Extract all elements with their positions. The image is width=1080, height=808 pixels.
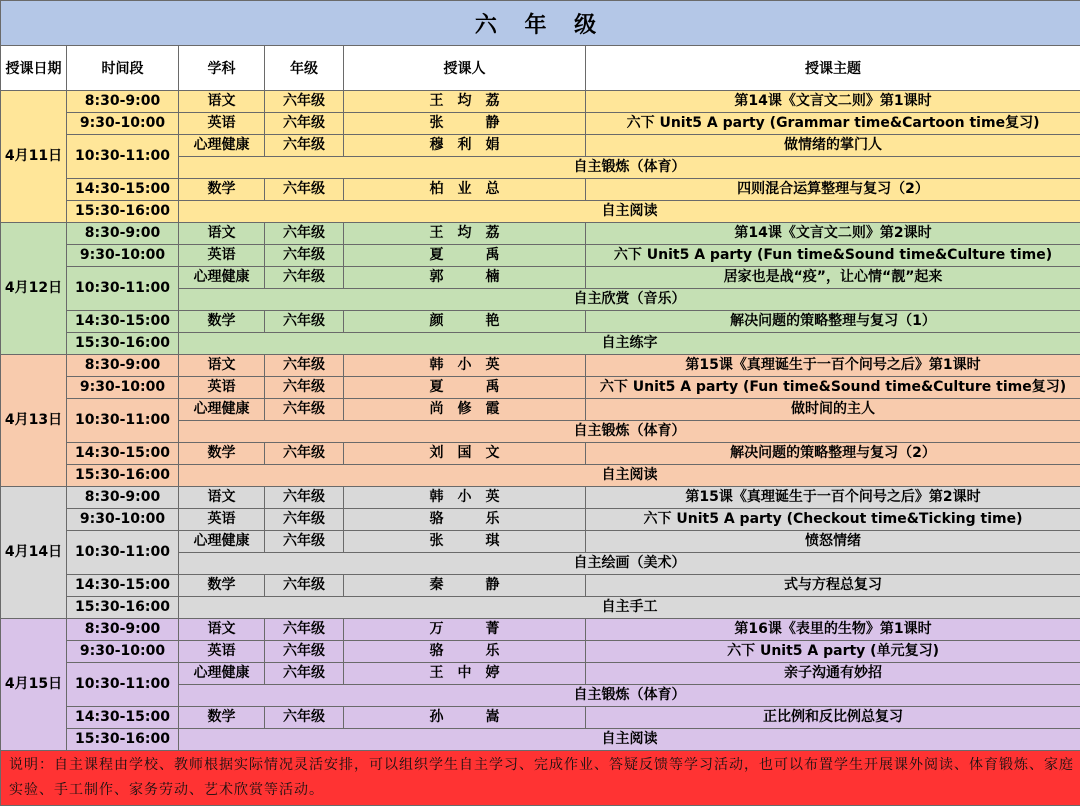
date-cell: 4月13日: [1, 355, 67, 487]
time-cell: 9:30-10:00: [67, 245, 179, 267]
teacher-cell: 秦 静: [344, 575, 586, 597]
teacher-cell: 张 琪: [344, 531, 586, 553]
teacher-cell: 韩 小 英: [344, 355, 586, 377]
topic-cell: 六下 Unit5 A party (Fun time&Sound time&Culture time复习): [586, 377, 1080, 399]
topic-cell: 四则混合运算整理与复习（2）: [586, 179, 1080, 201]
time-cell: 14:30-15:00: [67, 575, 179, 597]
topic-cell: 亲子沟通有妙招: [586, 663, 1080, 685]
header-topic: 授课主题: [586, 46, 1080, 91]
teacher-cell: 张 静: [344, 113, 586, 135]
grade-cell: 六年级: [265, 531, 344, 553]
topic-cell: 第14课《文言文二则》第1课时: [586, 91, 1080, 113]
teacher-cell: 万 菁: [344, 619, 586, 641]
table-title: 六 年 级: [1, 1, 1080, 46]
grade-cell: 六年级: [265, 641, 344, 663]
table-row: [1, 91, 1080, 113]
subject-cell: 数学: [179, 179, 265, 201]
grade-cell: 六年级: [265, 399, 344, 421]
topic-cell: 式与方程总复习: [586, 575, 1080, 597]
grade-cell: 六年级: [265, 355, 344, 377]
table-row: [1, 399, 1080, 421]
subject-cell: 心理健康: [179, 663, 265, 685]
time-cell: 8:30-9:00: [67, 619, 179, 641]
grade-cell: 六年级: [265, 91, 344, 113]
subject-cell: 语文: [179, 619, 265, 641]
time-cell: 9:30-10:00: [67, 509, 179, 531]
time-cell: 9:30-10:00: [67, 641, 179, 663]
grade-cell: 六年级: [265, 113, 344, 135]
self-study-cell: 自主锻炼（体育）: [179, 157, 1080, 179]
grade-cell: 六年级: [265, 663, 344, 685]
time-cell: 14:30-15:00: [67, 179, 179, 201]
table-row: [1, 333, 1080, 355]
subject-cell: 数学: [179, 707, 265, 729]
teacher-cell: 颜 艳: [344, 311, 586, 333]
subject-cell: 语文: [179, 487, 265, 509]
time-cell: 9:30-10:00: [67, 113, 179, 135]
topic-cell: 六下 Unit5 A party (Checkout time&Ticking time): [586, 509, 1080, 531]
table-row: [1, 465, 1080, 487]
subject-cell: 心理健康: [179, 135, 265, 157]
time-cell: 8:30-9:00: [67, 487, 179, 509]
self-study-cell: 自主绘画（美术）: [179, 553, 1080, 575]
note-text: 说明：自主课程由学校、教师根据实际情况灵活安排，可以组织学生自主学习、完成作业、答疑反馈等学习活动，也可以布置学生开展课外阅读、体育锻炼、家庭实验、手工制作、家务劳动、艺术欣赏等活动。: [1, 751, 1080, 806]
topic-cell: 第15课《真理诞生于一百个问号之后》第2课时: [586, 487, 1080, 509]
header-subject: 学科: [179, 46, 265, 91]
time-cell: 15:30-16:00: [67, 201, 179, 223]
table-row: [1, 487, 1080, 509]
time-cell: 8:30-9:00: [67, 91, 179, 113]
topic-cell: 第15课《真理诞生于一百个问号之后》第1课时: [586, 355, 1080, 377]
self-study-cell: 自主手工: [179, 597, 1080, 619]
grade-cell: 六年级: [265, 245, 344, 267]
grade-cell: 六年级: [265, 509, 344, 531]
self-study-cell: 自主练字: [179, 333, 1080, 355]
time-cell: 8:30-9:00: [67, 223, 179, 245]
topic-cell: 解决问题的策略整理与复习（1）: [586, 311, 1080, 333]
header-row: [1, 46, 1080, 91]
table-row: [1, 113, 1080, 135]
subject-cell: 英语: [179, 509, 265, 531]
teacher-cell: 王 中 婷: [344, 663, 586, 685]
subject-cell: 心理健康: [179, 531, 265, 553]
grade-cell: 六年级: [265, 575, 344, 597]
teacher-cell: 柏 业 总: [344, 179, 586, 201]
topic-cell: 第16课《表里的生物》第1课时: [586, 619, 1080, 641]
topic-cell: 第14课《文言文二则》第2课时: [586, 223, 1080, 245]
subject-cell: 语文: [179, 223, 265, 245]
teacher-cell: 骆 乐: [344, 641, 586, 663]
time-cell: 14:30-15:00: [67, 311, 179, 333]
subject-cell: 英语: [179, 641, 265, 663]
topic-cell: 愤怒情绪: [586, 531, 1080, 553]
time-cell: 10:30-11:00: [67, 531, 179, 575]
table-row: [1, 135, 1080, 157]
table-row: [1, 377, 1080, 399]
subject-cell: 语文: [179, 91, 265, 113]
header-date: 授课日期: [1, 46, 67, 91]
subject-cell: 心理健康: [179, 399, 265, 421]
teacher-cell: 尚 修 霞: [344, 399, 586, 421]
date-cell: 4月15日: [1, 619, 67, 751]
subject-cell: 英语: [179, 113, 265, 135]
table-row: [1, 597, 1080, 619]
topic-cell: 做情绪的掌门人: [586, 135, 1080, 157]
grade-cell: 六年级: [265, 179, 344, 201]
table-row: [1, 267, 1080, 289]
table-row: [1, 575, 1080, 597]
teacher-cell: 夏 禹: [344, 245, 586, 267]
topic-cell: 六下 Unit5 A party (Fun time&Sound time&Culture time): [586, 245, 1080, 267]
grade-cell: 六年级: [265, 135, 344, 157]
time-cell: 14:30-15:00: [67, 443, 179, 465]
topic-cell: 六下 Unit5 A party (Grammar time&Cartoon time复习): [586, 113, 1080, 135]
time-cell: 8:30-9:00: [67, 355, 179, 377]
topic-cell: 做时间的主人: [586, 399, 1080, 421]
table-row: [1, 179, 1080, 201]
teacher-cell: 郭 楠: [344, 267, 586, 289]
date-cell: 4月14日: [1, 487, 67, 619]
topic-cell: 六下 Unit5 A party (单元复习): [586, 641, 1080, 663]
date-cell: 4月11日: [1, 91, 67, 223]
table-row: [1, 619, 1080, 641]
time-cell: 14:30-15:00: [67, 707, 179, 729]
time-cell: 9:30-10:00: [67, 377, 179, 399]
header-time: 时间段: [67, 46, 179, 91]
subject-cell: 数学: [179, 575, 265, 597]
teacher-cell: 王 均 荔: [344, 91, 586, 113]
time-cell: 15:30-16:00: [67, 597, 179, 619]
time-cell: 10:30-11:00: [67, 663, 179, 707]
grade-cell: 六年级: [265, 223, 344, 245]
self-study-cell: 自主阅读: [179, 201, 1080, 223]
subject-cell: 英语: [179, 245, 265, 267]
self-study-cell: 自主欣赏（音乐）: [179, 289, 1080, 311]
teacher-cell: 夏 禹: [344, 377, 586, 399]
table-row: [1, 641, 1080, 663]
self-study-cell: 自主阅读: [179, 465, 1080, 487]
table-row: [1, 311, 1080, 333]
teacher-cell: 王 均 荔: [344, 223, 586, 245]
header-teacher: 授课人: [344, 46, 586, 91]
table-row: [1, 663, 1080, 685]
self-study-cell: 自主锻炼（体育）: [179, 421, 1080, 443]
subject-cell: 数学: [179, 311, 265, 333]
subject-cell: 英语: [179, 377, 265, 399]
teacher-cell: 骆 乐: [344, 509, 586, 531]
teacher-cell: 刘 国 文: [344, 443, 586, 465]
subject-cell: 心理健康: [179, 267, 265, 289]
table-row: [1, 201, 1080, 223]
self-study-cell: 自主锻炼（体育）: [179, 685, 1080, 707]
teacher-cell: 穆 利 娟: [344, 135, 586, 157]
teacher-cell: 孙 嵩: [344, 707, 586, 729]
grade-cell: 六年级: [265, 311, 344, 333]
grade-cell: 六年级: [265, 443, 344, 465]
subject-cell: 数学: [179, 443, 265, 465]
subject-cell: 语文: [179, 355, 265, 377]
table-row: [1, 245, 1080, 267]
table-row: [1, 531, 1080, 553]
time-cell: 10:30-11:00: [67, 399, 179, 443]
grade-cell: 六年级: [265, 267, 344, 289]
grade-cell: 六年级: [265, 707, 344, 729]
topic-cell: 解决问题的策略整理与复习（2）: [586, 443, 1080, 465]
time-cell: 15:30-16:00: [67, 333, 179, 355]
time-cell: 10:30-11:00: [67, 135, 179, 179]
topic-cell: 居家也是战“疫”，让心情“靓”起来: [586, 267, 1080, 289]
time-cell: 15:30-16:00: [67, 465, 179, 487]
time-cell: 10:30-11:00: [67, 267, 179, 311]
grade-cell: 六年级: [265, 487, 344, 509]
table-row: [1, 443, 1080, 465]
topic-cell: 正比例和反比例总复习: [586, 707, 1080, 729]
grade-cell: 六年级: [265, 377, 344, 399]
table-row: [1, 509, 1080, 531]
table-row: [1, 223, 1080, 245]
self-study-cell: 自主阅读: [179, 729, 1080, 751]
date-cell: 4月12日: [1, 223, 67, 355]
table-row: [1, 355, 1080, 377]
teacher-cell: 韩 小 英: [344, 487, 586, 509]
header-grade: 年级: [265, 46, 344, 91]
table-row: [1, 729, 1080, 751]
time-cell: 15:30-16:00: [67, 729, 179, 751]
table-row: [1, 707, 1080, 729]
grade-cell: 六年级: [265, 619, 344, 641]
